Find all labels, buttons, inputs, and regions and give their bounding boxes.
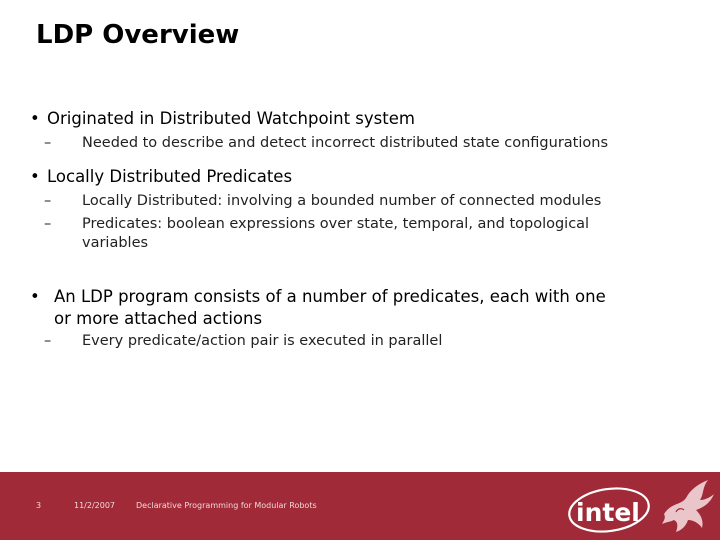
footer-caption: Declarative Programming for Modular Robots (136, 501, 317, 510)
sub-bullet-text: Locally Distributed: involving a bounded number of connected modules (82, 193, 602, 209)
dash-icon: – (44, 135, 52, 151)
sub-bullet-text: Predicates: boolean expressions over state, temporal, and topological variables (82, 216, 590, 251)
bullet-text-line1: An LDP program consists of a number of predicates, each with one (54, 287, 606, 306)
logo-text: intel (576, 498, 640, 527)
bullet-dot-icon: • (30, 287, 40, 306)
bullet-text: Originated in Distributed Watchpoint system (47, 109, 415, 128)
sub-bullet-text: Every predicate/action pair is executed in parallel (82, 333, 443, 349)
page-number: 3 (36, 501, 42, 510)
footer-date: 11/2/2007 (74, 501, 116, 510)
bullet-dot-icon: • (30, 167, 40, 186)
intel-logo-icon (566, 484, 652, 538)
griffin-logo-icon (656, 474, 716, 540)
slide-title: LDP Overview (36, 20, 240, 50)
dash-icon: – (44, 216, 52, 232)
bullet-dot-icon: • (30, 109, 40, 128)
bullet-text: Locally Distributed Predicates (47, 167, 293, 186)
bullet-text-line2: or more attached actions (54, 309, 263, 328)
dash-icon: – (44, 193, 52, 209)
dash-icon: – (44, 333, 52, 349)
sub-bullet-text: Needed to describe and detect incorrect distributed state configurations (82, 135, 609, 151)
